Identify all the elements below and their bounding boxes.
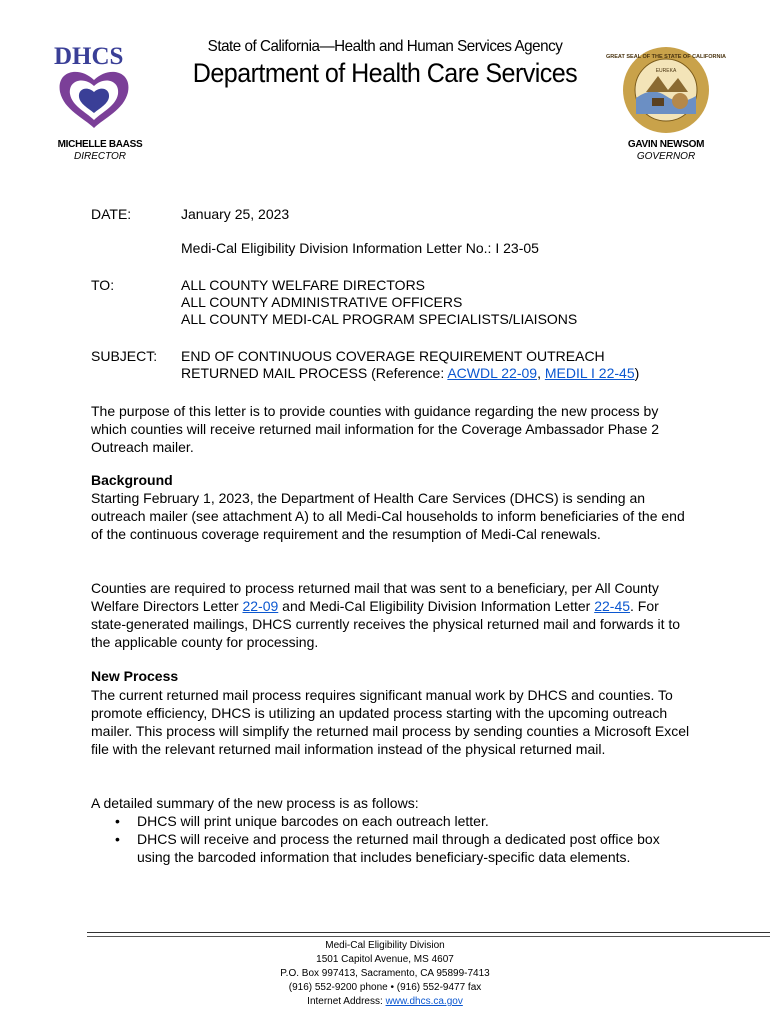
california-seal bbox=[606, 46, 726, 134]
website-link[interactable]: www.dhcs.ca.gov bbox=[385, 996, 463, 1007]
footer-internet-label: Internet Address: bbox=[307, 996, 386, 1007]
agency-name: State of California—Health and Human Services Agency bbox=[207, 38, 563, 55]
background-paragraph: Starting February 1, 2023, the Department of Health Care Services (DHCS) is sending an outreach mailer (see attachment A) to all Medi-Cal households to inform beneficiaries of the end of the continuous coverage requirement and the resumption of Medi-Cal renewals. bbox=[91, 490, 685, 542]
acwdl-22-09-link[interactable]: 22-09 bbox=[242, 598, 279, 614]
seal-motto: EUREKA bbox=[655, 68, 677, 74]
subject-line-1: END OF CONTINUOUS COVERAGE REQUIREMENT OUTREACH bbox=[181, 348, 605, 364]
director-title: DIRECTOR bbox=[73, 151, 127, 162]
to-label: TO: bbox=[91, 277, 115, 293]
footer-address bbox=[0, 939, 770, 1009]
subject-close: ) bbox=[634, 365, 640, 381]
counties-text-1: Counties are required to process returned mail that was sent to a beneficiary, per All County Welfare Directors Letter bbox=[91, 580, 659, 614]
summary-intro: A detailed summary of the new process is as follows: bbox=[91, 795, 419, 811]
governor-block bbox=[616, 139, 716, 163]
medil-link[interactable]: MEDIL I 22-45 bbox=[544, 365, 635, 381]
background-heading: Background bbox=[91, 472, 173, 488]
recipient-line: ALL COUNTY ADMINISTRATIVE OFFICERS bbox=[181, 294, 463, 310]
summary-list bbox=[91, 812, 691, 866]
subject-label: SUBJECT: bbox=[91, 348, 158, 364]
subject-line-2 bbox=[181, 365, 639, 382]
letter-number: Medi-Cal Eligibility Division Information Letter No.: I 23-05 bbox=[181, 240, 539, 256]
recipients bbox=[181, 277, 577, 328]
bullet-icon: • bbox=[115, 831, 120, 847]
footer-po-box: P.O. Box 997413, Sacramento, CA 95899-7413 bbox=[280, 968, 490, 979]
list-item bbox=[91, 830, 691, 866]
subject bbox=[181, 348, 639, 382]
purpose-paragraph: The purpose of this letter is to provide counties with guidance regarding the new process by which counties will receive returned mail information for the Coverage Ambassador Phase 2 Outreach mailer. bbox=[91, 403, 660, 455]
seal-text: GREAT SEAL OF THE STATE OF CALIFORNIA bbox=[606, 54, 726, 60]
bullet-text: DHCS will print unique barcodes on each outreach letter. bbox=[137, 813, 489, 829]
footer-phone: (916) 552-9200 phone • (916) 552-9477 fax bbox=[288, 982, 482, 993]
subject-ref-text: RETURNED MAIL PROCESS (Reference: bbox=[181, 365, 448, 381]
date-label: DATE: bbox=[91, 206, 132, 222]
counties-text-2: and Medi-Cal Eligibility Division Information Letter bbox=[278, 598, 595, 614]
recipient-line: ALL COUNTY MEDI-CAL PROGRAM SPECIALISTS/LIAISONS bbox=[181, 311, 578, 327]
footer-division: Medi-Cal Eligibility Division bbox=[325, 940, 445, 951]
new-process-heading: New Process bbox=[91, 668, 179, 684]
new-process-paragraph: The current returned mail process requires significant manual work by DHCS and counties. To promote efficiency, DHCS is utilizing an updated process starting with the upcoming outreach mailer. This process will simplify the returned mail process by sending counties a Microsoft Excel file with the relevant returned mail information instead of the physical returned mail. bbox=[91, 687, 690, 757]
governor-name: GAVIN NEWSOM bbox=[627, 139, 705, 150]
governor-title: GOVERNOR bbox=[636, 151, 696, 162]
footer-street: 1501 Capitol Avenue, MS 4607 bbox=[316, 954, 454, 965]
date-value: January 25, 2023 bbox=[181, 206, 290, 222]
logo-text: DHCS bbox=[54, 43, 124, 70]
recipient-line: ALL COUNTY WELFARE DIRECTORS bbox=[181, 277, 426, 293]
counties-text-3: . For state-generated mailings, DHCS currently receives the physical returned mail and forwards it to the applicable county for processing. bbox=[91, 598, 681, 650]
counties-paragraph bbox=[91, 579, 691, 651]
footer-internet bbox=[0, 995, 770, 1009]
medil-22-45-link[interactable]: 22-45 bbox=[594, 598, 631, 614]
footer-divider-thin bbox=[87, 936, 770, 937]
bullet-text: DHCS will receive and process the returned mail through a dedicated post office box using the barcoded information that includes beneficiary-specific data elements. bbox=[137, 831, 660, 865]
acwdl-link[interactable]: ACWDL 22-09 bbox=[447, 365, 538, 381]
department-title: Department of Health Care Services bbox=[192, 58, 578, 88]
subject-separator: , bbox=[537, 365, 545, 381]
list-item bbox=[91, 812, 691, 830]
bullet-icon: • bbox=[115, 813, 120, 829]
director-block bbox=[50, 139, 150, 163]
footer-divider bbox=[87, 932, 770, 933]
director-name: MICHELLE BAASS bbox=[57, 139, 143, 150]
